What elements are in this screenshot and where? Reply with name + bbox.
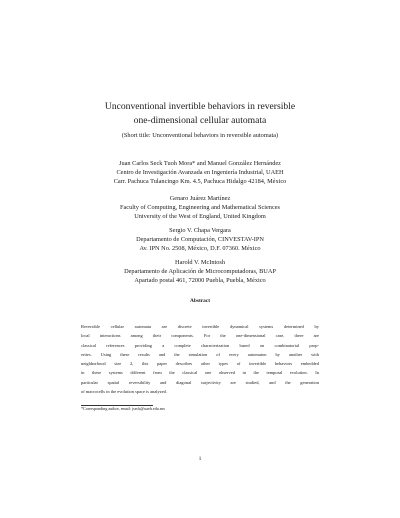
short-title: (Short title: Unconventional behaviors in reversible automata)	[121, 132, 279, 139]
abstract-line: classical references providing a complete characterization based on combinatorial prop-	[81, 342, 319, 348]
author-names: Harold V. McIntosh	[175, 259, 225, 266]
abstract-line: in these systems different from the classical one observed in the temporal evolution. In	[81, 370, 319, 376]
affiliation-line: Departamento de Aplicación de Microcomputadoras, BUAP	[124, 267, 276, 275]
abstract-line: of macrocells in the evolution space is analyzed.	[81, 388, 168, 394]
author-names: Sergio V. Chapa Vergara	[169, 227, 231, 234]
author-names: Genaro Juárez Martínez	[169, 195, 231, 202]
footnote: *Corresponding author, email: jseck@uaeh.edu.mx	[81, 406, 166, 411]
abstract-line: particular spatial reversibility and diagonal surjectivity are studied, and the generation	[81, 379, 319, 385]
abstract-line: Reversible cellular automata are discrete invertible dynamical systems determined by	[81, 324, 319, 329]
author-block	[40, 259, 360, 286]
address-line: Apartado postal 461, 72000 Puebla, Puebla, México	[134, 276, 266, 284]
address-line: University of the West of England, United Kingdom	[134, 212, 266, 220]
address-line: Carr. Pachuca Tulancingo Km. 4.5, Pachuca Hidalgo 42184, México	[113, 177, 287, 185]
abstract-line: neighborhood size 2, this paper describes other types of invertible behaviors embedded	[81, 361, 319, 366]
affiliation-line: Departamento de Computación, CINVESTAV-IPN	[136, 235, 264, 243]
title-line: Unconventional invertible behaviors in reversible	[104, 101, 296, 112]
author-block	[40, 227, 360, 254]
abstract-line: erties. Using these results and the simulation of every automaton by another with	[81, 351, 319, 357]
address-line: Av. IPN No. 2508, México, D.F. 07360. México	[139, 244, 261, 252]
author-block	[40, 195, 360, 222]
abstract-line: local interactions among their components. For the one-dimensional case, there are	[81, 333, 319, 339]
affiliation-line: Centro de Investigación Avanzada en Ingeniería Industrial, UAEH	[116, 168, 284, 176]
title-line: one-dimensional cellular automata	[133, 114, 267, 126]
affiliation-line: Faculty of Computing, Engineering and Mathematical Sciences	[119, 203, 280, 211]
author-names: Juan Carlos Seck Tuoh Mora* and Manuel González Hernández	[119, 160, 281, 167]
abstract-body	[81, 322, 319, 396]
abstract-heading: Abstract	[189, 298, 211, 304]
author-block	[40, 160, 360, 187]
page-number: 1	[198, 456, 202, 462]
paper-title	[60, 100, 340, 127]
